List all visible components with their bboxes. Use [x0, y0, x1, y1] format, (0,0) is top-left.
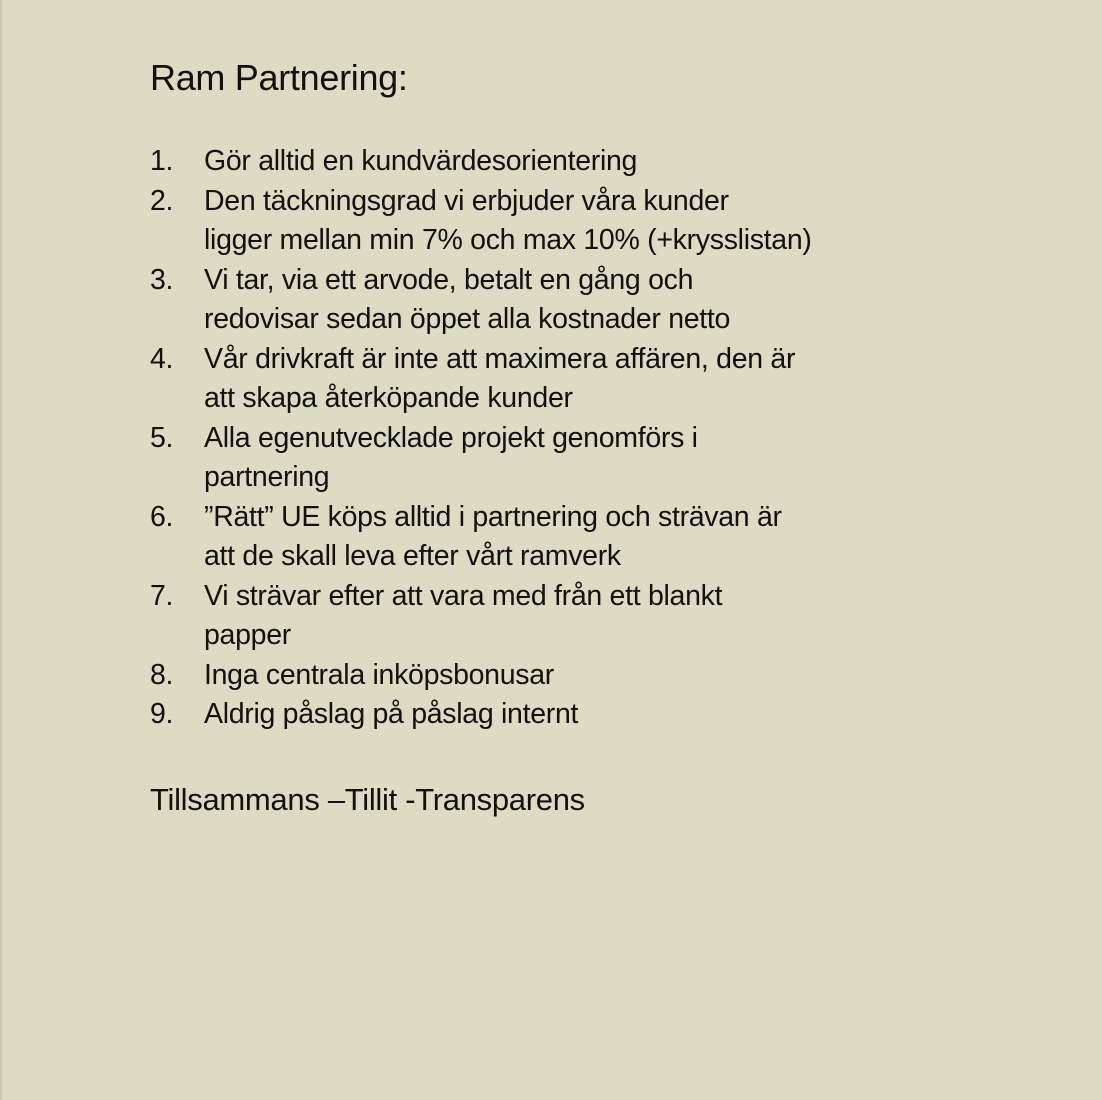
list-item-number: 5.	[150, 421, 174, 454]
list-item-line: Vi strävar efter att vara med från ett blankt	[204, 579, 723, 612]
list-item-text	[204, 340, 1050, 419]
list-item-number: 1.	[150, 145, 174, 177]
list-item-line: Alla egenutvecklade projekt genomförs i	[204, 421, 698, 454]
list-item-line: papper	[204, 619, 291, 651]
slide-content	[150, 56, 1050, 817]
list-item-text	[204, 498, 1050, 577]
list-item-line: partnering	[204, 461, 330, 493]
list-item-text	[204, 656, 1050, 696]
list-item-line: redovisar sedan öppet alla kostnader netto	[204, 303, 731, 335]
list-item-line: Vi tar, via ett arvode, betalt en gång och	[204, 263, 694, 296]
list-item-text	[204, 419, 1050, 498]
list-item-line: Den täckningsgrad vi erbjuder våra kunder	[204, 184, 729, 217]
slide-title: Ram Partnering:	[150, 57, 408, 98]
list-item	[150, 261, 1050, 340]
list-item	[150, 498, 1050, 577]
list-item	[150, 142, 1050, 182]
list-item-line: Inga centrala inköpsbonusar	[204, 658, 554, 691]
list-item-line: ligger mellan min 7% och max 10% (+krysslistan)	[204, 224, 812, 256]
list-item	[150, 340, 1050, 419]
list-item-text	[204, 182, 1050, 261]
list-item-number: 4.	[150, 342, 174, 375]
slide-left-border	[0, 0, 2, 1100]
list-item	[150, 577, 1050, 656]
list-item	[150, 419, 1050, 498]
list-item-number: 7.	[150, 579, 174, 612]
list-item	[150, 182, 1050, 261]
list-item-line: ”Rätt” UE köps alltid i partnering och strävan är	[204, 500, 782, 533]
list-item-number: 9.	[150, 698, 174, 730]
list-item-text	[204, 261, 1050, 340]
list-item-line: Vår drivkraft är inte att maximera affären, den är	[204, 342, 796, 375]
list-item-line: att de skall leva efter vårt ramverk	[204, 540, 621, 572]
list-item	[150, 695, 1050, 735]
list-item-text	[204, 142, 1050, 182]
list-item-text	[204, 695, 1050, 735]
list-item-line: att skapa återköpande kunder	[204, 382, 573, 414]
list-item-line: Gör alltid en kundvärdesorientering	[204, 145, 638, 177]
list-item-number: 8.	[150, 658, 174, 691]
list-item-text	[204, 577, 1050, 656]
list-item-line: Aldrig påslag på påslag internt	[204, 698, 579, 730]
slide-footer-tagline: Tillsammans –Tillit -Transparens	[150, 782, 585, 817]
list-item	[150, 656, 1050, 696]
list-item-number: 2.	[150, 184, 174, 217]
partnering-principles-list	[150, 142, 1050, 735]
list-item-number: 6.	[150, 500, 174, 533]
list-item-number: 3.	[150, 263, 174, 296]
